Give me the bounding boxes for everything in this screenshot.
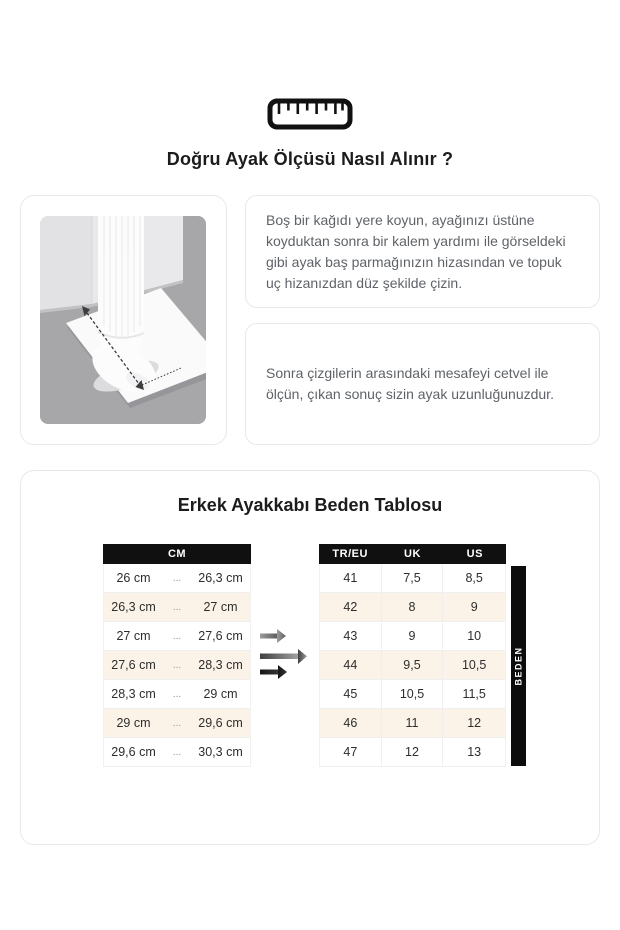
range-dots: ... bbox=[172, 601, 182, 613]
cm-table bbox=[103, 544, 251, 767]
instruction-step-1 bbox=[245, 195, 600, 308]
cm-from: 26,3 cm bbox=[111, 600, 156, 614]
range-dots: ... bbox=[172, 659, 182, 671]
instruction-step-1-text: Boş bir kağıdı yere koyun, ayağınızı üstüne koyduktan sonra bir kalem yardımı ile görseldeki gibi ayak baş parmağınızın hizasından ve topuk uç hizanızdan düz şekilde çizin. bbox=[266, 211, 566, 291]
cm-from: 27 cm bbox=[116, 629, 151, 643]
size-us: 8,5 bbox=[465, 571, 483, 585]
table-row bbox=[104, 593, 250, 622]
measurement-photo-card bbox=[20, 195, 227, 445]
table-row bbox=[320, 651, 505, 680]
table-row bbox=[320, 564, 505, 593]
foot-measurement-illustration bbox=[40, 216, 206, 424]
table-row bbox=[320, 709, 505, 738]
range-dots: ... bbox=[172, 630, 182, 642]
size-tr-eu: 43 bbox=[320, 622, 382, 650]
size-us: 10 bbox=[467, 629, 482, 643]
instruction-step-2 bbox=[245, 323, 600, 445]
size-uk: 10,5 bbox=[382, 680, 444, 708]
cm-from: 29 cm bbox=[116, 716, 151, 730]
size-tr-eu: 45 bbox=[320, 680, 382, 708]
range-dots: ... bbox=[172, 572, 182, 584]
size-us: 9 bbox=[470, 600, 478, 614]
table-row bbox=[104, 738, 250, 767]
cm-from: 27,6 cm bbox=[111, 658, 156, 672]
beden-label-text: BEDEN bbox=[513, 646, 524, 686]
page-title: Doğru Ayak Ölçüsü Nasıl Alınır ? bbox=[166, 149, 454, 169]
table-row bbox=[320, 738, 505, 767]
size-tr-eu: 44 bbox=[320, 651, 382, 679]
cm-to: 26,3 cm bbox=[198, 571, 243, 585]
ruler-icon bbox=[267, 98, 353, 135]
size-tr-eu: 47 bbox=[320, 738, 382, 766]
col-header-us: US bbox=[466, 548, 483, 560]
cm-from: 28,3 cm bbox=[111, 687, 156, 701]
cm-to: 29 cm bbox=[203, 687, 238, 701]
size-tr-eu: 42 bbox=[320, 593, 382, 621]
size-uk: 9 bbox=[382, 622, 444, 650]
cm-to: 28,3 cm bbox=[198, 658, 243, 672]
size-uk: 9,5 bbox=[382, 651, 444, 679]
size-us: 10,5 bbox=[461, 658, 487, 672]
table-row bbox=[104, 622, 250, 651]
size-us: 13 bbox=[467, 745, 482, 759]
cm-from: 26 cm bbox=[116, 571, 151, 585]
table-row bbox=[320, 593, 505, 622]
col-header-tr-eu: TR/EU bbox=[332, 548, 368, 560]
table-row bbox=[320, 622, 505, 651]
size-uk: 7,5 bbox=[382, 564, 444, 592]
size-tr-eu: 46 bbox=[320, 709, 382, 737]
size-chart-card bbox=[20, 470, 600, 845]
size-uk: 8 bbox=[382, 593, 444, 621]
size-us: 11,5 bbox=[462, 687, 486, 701]
range-dots: ... bbox=[172, 746, 182, 758]
col-header-uk: UK bbox=[404, 548, 421, 560]
beden-side-label bbox=[511, 566, 526, 766]
size-tr-eu: 41 bbox=[320, 564, 382, 592]
size-table-header bbox=[319, 544, 506, 564]
cm-to: 27,6 cm bbox=[198, 629, 243, 643]
cm-table-body bbox=[103, 564, 251, 767]
size-uk: 11 bbox=[382, 709, 444, 737]
size-table bbox=[319, 544, 506, 767]
range-dots: ... bbox=[172, 688, 182, 700]
cm-from: 29,6 cm bbox=[111, 745, 156, 759]
size-uk: 12 bbox=[382, 738, 444, 766]
range-dots: ... bbox=[172, 717, 182, 729]
cm-to: 29,6 cm bbox=[198, 716, 243, 730]
size-us: 12 bbox=[467, 716, 482, 730]
cm-to: 27 cm bbox=[203, 600, 238, 614]
cm-to: 30,3 cm bbox=[198, 745, 243, 759]
instruction-step-2-text: Sonra çizgilerin arasındaki mesafeyi cetvel ile ölçün, çıkan sonuç sizin ayak uzunluğunuzdur. bbox=[266, 365, 554, 402]
size-chart-title: Erkek Ayakkabı Beden Tablosu bbox=[177, 495, 443, 515]
table-row bbox=[104, 709, 250, 738]
cm-table-header: CM bbox=[103, 544, 251, 564]
table-row bbox=[104, 680, 250, 709]
table-row bbox=[104, 651, 250, 680]
table-row bbox=[104, 564, 250, 593]
transfer-arrows-icon bbox=[259, 623, 311, 684]
table-row bbox=[320, 680, 505, 709]
size-table-body bbox=[319, 564, 506, 767]
